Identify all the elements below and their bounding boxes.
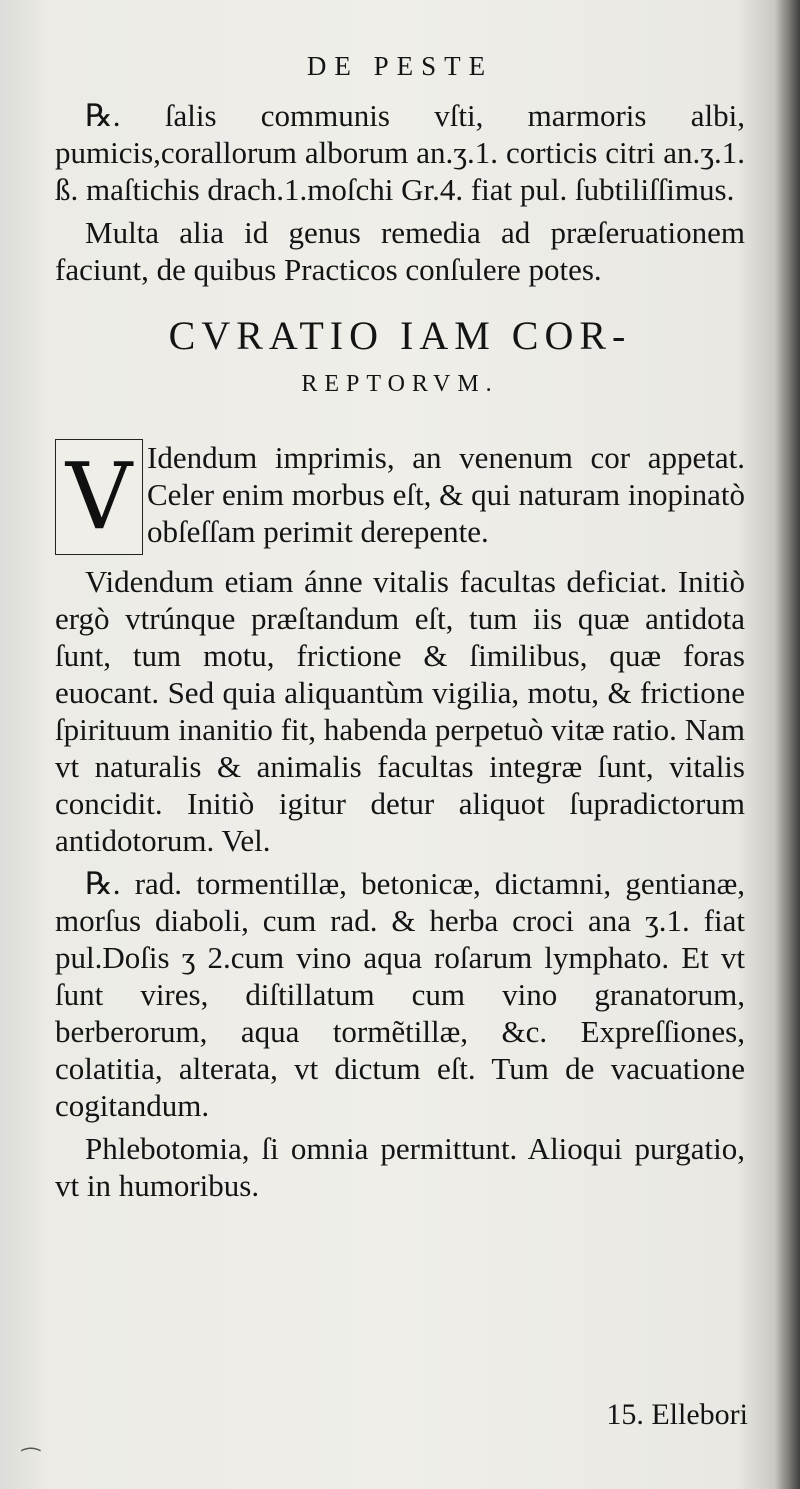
opening-paragraph [55, 439, 745, 557]
recipe-paragraph: ℞. rad. tormentillæ, betonicæ, dictamni, gentianæ, morſus diaboli, cum rad. & herba croci ana ʒ.1. fiat pul.Doſis ʒ 2.cum vino aqua roſarum lymphato. Et vt ſunt vires, diſtillatum cum vino granatorum, berberorum, aqua tormẽtillæ, &c. Expreſſiones, colatitia, alterata, vt dictum eſt. Tum de vacuatione cogitandum. [55, 866, 745, 1123]
paragraph: Multa alia id genus remedia ad præſeruationem faciunt, de quibus Practicos conſulere potes. [55, 215, 745, 287]
catchword: 15. Ellebori [606, 1398, 748, 1431]
recipe-paragraph: ℞. ſalis communis vſti, marmoris albi, pumicis,corallorum alborum an.ʒ.1. corticis citri an.ʒ.1. ß. maſtichis drach.1.moſchi Gr.4. fiat pul. ſubtiliſſimus. [55, 98, 745, 207]
page-gutter-shadow [774, 0, 800, 1489]
opening-paragraph-text: Idendum imprimis, an venenum cor appetat. Celer enim morbus eſt, & qui naturam inopinatò obſeſſam perimit derepente. [147, 440, 745, 549]
ornamental-initial-icon [55, 439, 143, 555]
paragraph: Phlebotomia, ſi omnia permittunt. Alioqui purgatio, vt in humoribus. [55, 1131, 745, 1203]
dropcap-letter: V [65, 443, 133, 550]
paragraph: Videndum etiam ánne vitalis facultas deficiat. Initiò ergò vtrúnque præſtandum eſt, tum iis quæ antidota ſunt, tum motu, frictione & ſimilibus, quæ foras euocant. Sed quia aliquantùm vigilia, motu, & frictione ſpirituum inanitio fit, habenda perpetuò vitæ ratio. Nam vt naturalis & animalis facultas integræ ſunt, vitalis concidit. Initiò igitur detur aliquot ſupradictorum antidotorum. Vel. [55, 564, 745, 858]
margin-mark-icon: ⁔ [22, 1427, 40, 1452]
section-title: CVRATIO IAM COR- [168, 313, 632, 358]
text-block [55, 40, 745, 1204]
section-subtitle: REPTORVM. [301, 371, 499, 397]
running-head: DE PESTE [306, 51, 494, 81]
